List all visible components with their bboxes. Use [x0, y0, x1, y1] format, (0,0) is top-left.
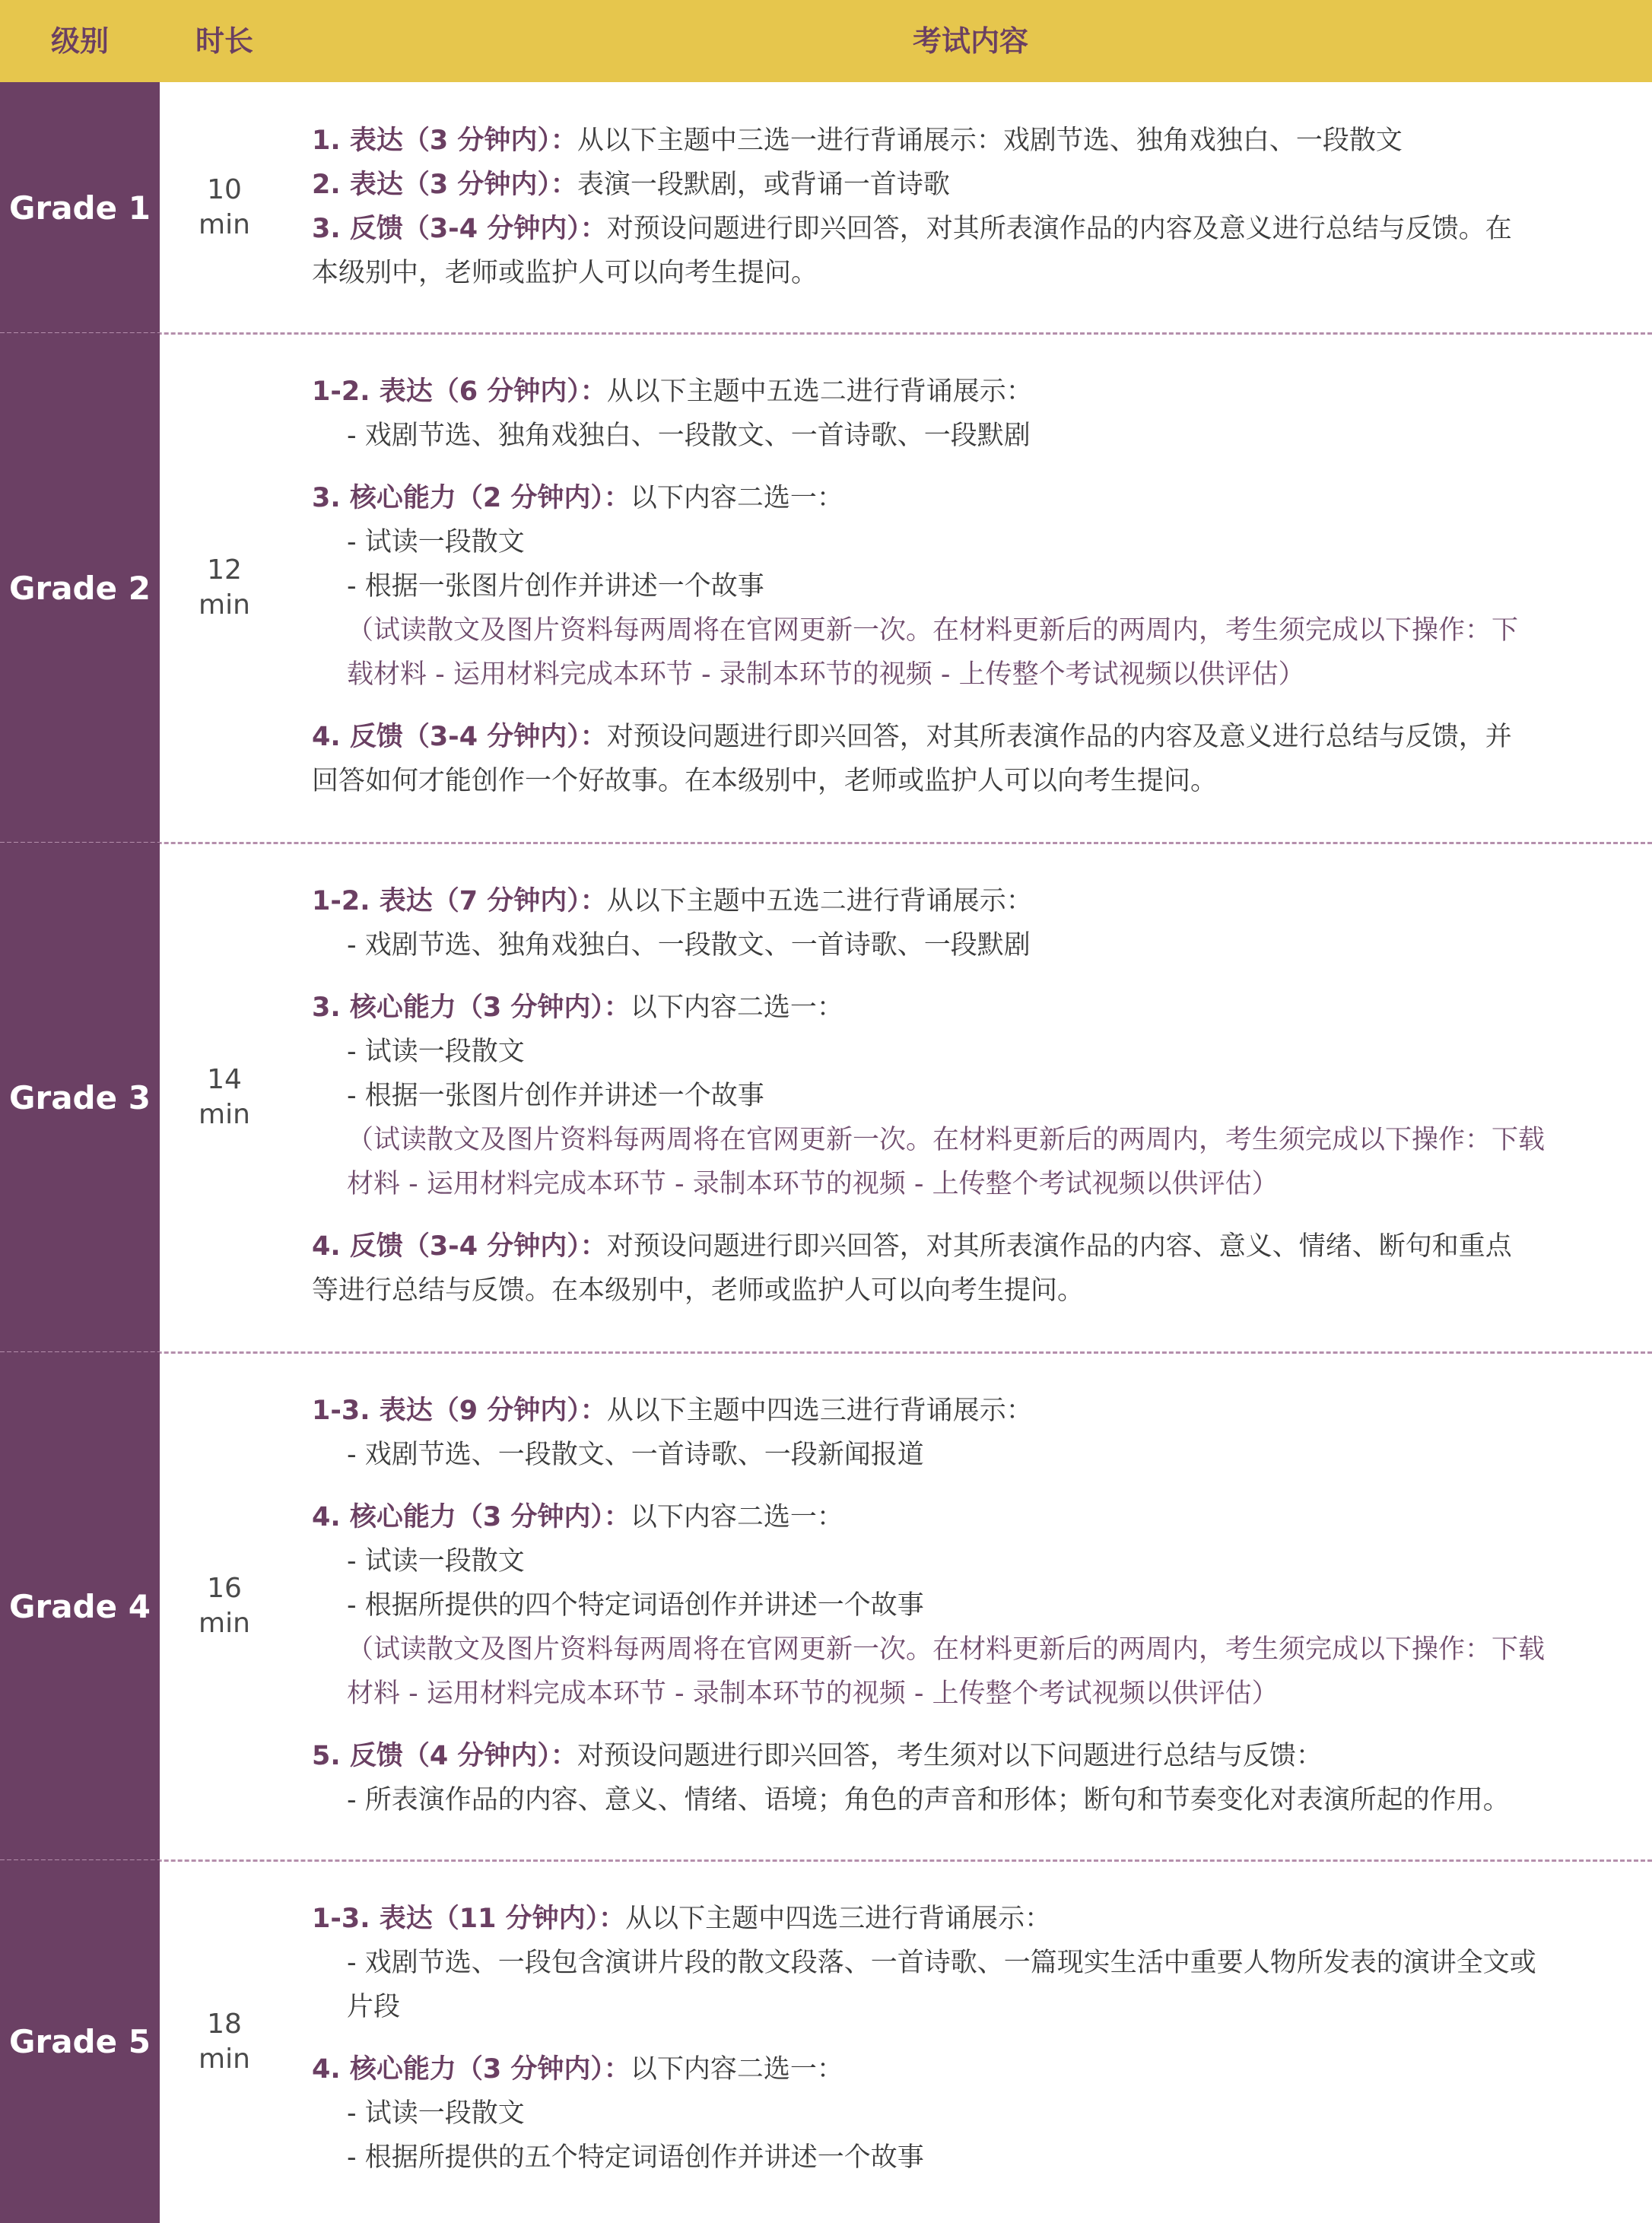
note-text: （试读散文及图片资料每两周将在官网更新一次。在材料更新后的两周内，考生须完成以下操作：下载: [347, 1634, 1546, 1665]
exam-item: [312, 715, 1631, 759]
item-heading: 1. 表达（3 分钟内）：: [312, 125, 577, 156]
sub-item: - 戏剧节选、独角戏独白、一段散文、一首诗歌、一段默剧: [347, 930, 1031, 961]
duration-number: 10: [207, 174, 242, 205]
sub-item: - 戏剧节选、一段包含演讲片段的散文段落、一首诗歌、一篇现实生活中重要人物所发表的演讲全文或: [347, 1948, 1536, 1978]
grade-4-row: [0, 1352, 1652, 1860]
duration-unit: min: [199, 209, 250, 240]
item-heading: 4. 核心能力（3 分钟内）：: [312, 2054, 631, 2085]
item-text: 以下内容二选一：: [630, 483, 843, 513]
table-header: [0, 0, 1652, 82]
item-heading: 4. 核心能力（3 分钟内）：: [312, 1502, 631, 1532]
sub-item: - 戏剧节选、一段散文、一首诗歌、一段新闻报道: [347, 1440, 924, 1470]
note-text: 载材料 - 运用材料完成本环节 - 录制本环节的视频 - 上传整个考试视频以供评估）: [347, 659, 1305, 690]
exam-item: [312, 2047, 1631, 2091]
item-continuation: 本级别中，老师或监护人可以向考生提问。: [312, 258, 818, 288]
item-heading: 2. 表达（3 分钟内）：: [312, 170, 577, 200]
item-text: 对预设问题进行即兴回答，考生须对以下问题进行总结与反馈：: [577, 1741, 1323, 1771]
item-heading: 4. 反馈（3-4 分钟内）：: [312, 722, 607, 752]
sub-item: 片段: [347, 1992, 401, 2022]
item-heading: 1-2. 表达（6 分钟内）：: [312, 376, 607, 407]
exam-item: [312, 370, 1631, 414]
item-text: 从以下主题中四选三进行背诵展示：: [625, 1904, 1052, 1934]
note-text: 材料 - 运用材料完成本环节 - 录制本环节的视频 - 上传整个考试视频以供评估）: [347, 1169, 1279, 1199]
grade-1-row: [0, 82, 1652, 333]
item-heading: 3. 反馈（3-4 分钟内）：: [312, 214, 607, 244]
item-continuation: 等进行总结与反馈。在本级别中，老师或监护人可以向考生提问。: [312, 1275, 1085, 1306]
exam-item: [312, 207, 1631, 251]
item-heading: 4. 反馈（3-4 分钟内）：: [312, 1231, 607, 1262]
exam-item: [312, 119, 1631, 163]
grade-label: Grade 1: [0, 82, 160, 333]
header-duration: 时长: [195, 24, 253, 58]
sub-item: - 试读一段散文: [347, 527, 525, 557]
exam-item: [312, 879, 1631, 923]
duration-number: 14: [207, 1064, 242, 1095]
exam-content: [312, 370, 1631, 803]
item-text: 表演一段默剧，或背诵一首诗歌: [577, 170, 950, 200]
exam-item: [312, 1495, 1631, 1539]
sub-item: - 根据所提供的四个特定词语创作并讲述一个故事: [347, 1590, 924, 1621]
item-heading: 1-3. 表达（9 分钟内）：: [312, 1396, 607, 1426]
item-text: 以下内容二选一：: [630, 2054, 843, 2085]
item-text: 以下内容二选一：: [630, 992, 843, 1023]
item-continuation: 回答如何才能创作一个好故事。在本级别中，老师或监护人可以向考生提问。: [312, 766, 1218, 796]
exam-content: [312, 119, 1631, 295]
duration-unit: min: [199, 589, 250, 621]
duration-number: 18: [207, 2008, 242, 2040]
duration-unit: min: [199, 1608, 250, 1639]
duration-number: 12: [207, 554, 242, 586]
exam-item: [312, 1734, 1631, 1778]
sub-item: - 试读一段散文: [347, 1546, 525, 1577]
duration-cell: [160, 82, 289, 333]
duration-cell: [160, 843, 289, 1352]
sub-item: - 根据所提供的五个特定词语创作并讲述一个故事: [347, 2142, 924, 2173]
item-heading: 3. 核心能力（2 分钟内）：: [312, 483, 631, 513]
sub-item: - 试读一段散文: [347, 2098, 525, 2129]
sub-item: - 戏剧节选、独角戏独白、一段散文、一首诗歌、一段默剧: [347, 421, 1031, 451]
exam-content: [312, 1897, 1631, 2180]
grade-2-row: [0, 333, 1652, 843]
exam-item: [312, 1897, 1631, 1941]
item-text: 对预设问题进行即兴回答，对其所表演作品的内容及意义进行总结与反馈。在: [606, 214, 1512, 244]
duration-cell: [160, 1860, 289, 2223]
grade-5-row: [0, 1860, 1652, 2223]
grade-label: Grade 3: [0, 843, 160, 1352]
sub-item: - 根据一张图片创作并讲述一个故事: [347, 1081, 764, 1111]
duration-number: 16: [207, 1573, 242, 1604]
header-content: 考试内容: [912, 24, 1028, 58]
item-heading: 1-3. 表达（11 分钟内）：: [312, 1904, 626, 1934]
exam-item: [312, 1224, 1631, 1269]
exam-content: [312, 1389, 1631, 1822]
item-text: 对预设问题进行即兴回答，对其所表演作品的内容及意义进行总结与反馈，并: [606, 722, 1512, 752]
note-text: 材料 - 运用材料完成本环节 - 录制本环节的视频 - 上传整个考试视频以供评估）: [347, 1678, 1279, 1709]
item-heading: 3. 核心能力（3 分钟内）：: [312, 992, 631, 1023]
item-heading: 5. 反馈（4 分钟内）：: [312, 1741, 577, 1771]
item-text: 以下内容二选一：: [630, 1502, 843, 1532]
sub-item: - 所表演作品的内容、意义、情绪、语境；角色的声音和形体；断句和节奏变化对表演所起的作用。: [347, 1785, 1510, 1815]
item-heading: 1-2. 表达（7 分钟内）：: [312, 886, 607, 916]
item-text: 从以下主题中五选二进行背诵展示：: [606, 886, 1033, 916]
duration-cell: [160, 333, 289, 843]
exam-content: [312, 879, 1631, 1313]
grade-label: Grade 2: [0, 333, 160, 843]
exam-item: [312, 1389, 1631, 1433]
grade-label: Grade 5: [0, 1860, 160, 2223]
exam-item: [312, 986, 1631, 1030]
note-text: （试读散文及图片资料每两周将在官网更新一次。在材料更新后的两周内，考生须完成以下操作：下: [347, 615, 1519, 646]
sub-item: - 根据一张图片创作并讲述一个故事: [347, 571, 764, 602]
note-text: （试读散文及图片资料每两周将在官网更新一次。在材料更新后的两周内，考生须完成以下操作：下载: [347, 1125, 1546, 1155]
exam-item: [312, 163, 1631, 207]
duration-unit: min: [199, 1099, 250, 1130]
duration-unit: min: [199, 2043, 250, 2075]
item-text: 从以下主题中五选二进行背诵展示：: [606, 376, 1033, 407]
header-level: 级别: [50, 24, 109, 58]
sub-item: - 试读一段散文: [347, 1037, 525, 1067]
item-text: 从以下主题中四选三进行背诵展示：: [606, 1396, 1033, 1426]
grade-label: Grade 4: [0, 1352, 160, 1860]
grade-3-row: [0, 843, 1652, 1352]
duration-cell: [160, 1352, 289, 1860]
exam-item: [312, 476, 1631, 520]
item-text: 对预设问题进行即兴回答，对其所表演作品的内容、意义、情绪、断句和重点: [606, 1231, 1512, 1262]
item-text: 从以下主题中三选一进行背诵展示：戏剧节选、独角戏独白、一段散文: [577, 125, 1403, 156]
